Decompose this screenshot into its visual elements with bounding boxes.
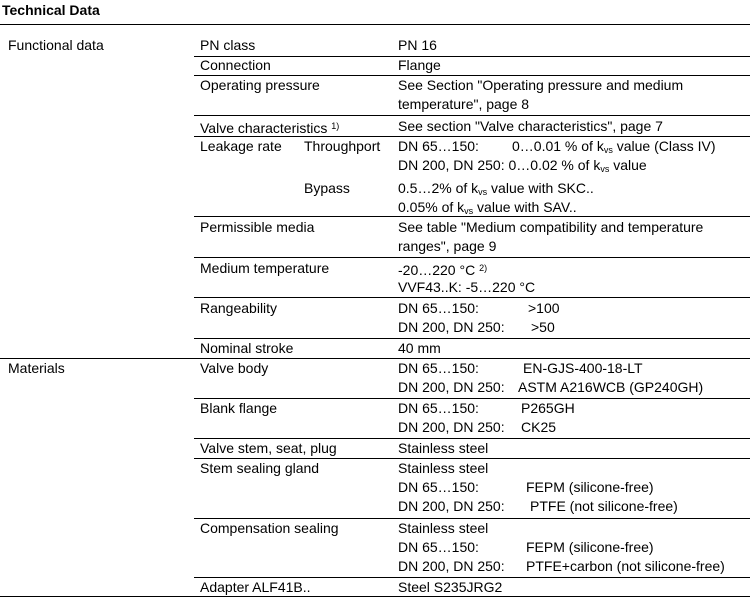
row-divider (194, 297, 750, 298)
value-stem-sealing-gland-dn200-label: DN 200, DN 250: (398, 498, 505, 514)
label-pn-class: PN class (200, 37, 256, 53)
bottom-rule (0, 596, 750, 597)
label-operating-pressure: Operating pressure (200, 77, 320, 93)
value-blank-flange-dn200: CK25 (521, 419, 557, 435)
value-valve-body-dn65-label: DN 65…150: (398, 360, 479, 376)
label-leakage-rate: Leakage rate (200, 138, 282, 154)
value-valve-body-dn200-label: DN 200, DN 250: (398, 379, 505, 395)
value-valve-characteristics: See section "Valve characteristics", page 7 (398, 118, 663, 134)
value-throughport-dn65: 0…0.01 % of $k_{vs}$ value (Class IV) (512, 138, 716, 155)
label-valve-body: Valve body (200, 360, 269, 376)
value-permissible-media-line2: ranges", page 9 (398, 238, 497, 254)
value-medium-temperature-line2: VVF43..K: -5…220 °C (398, 279, 536, 295)
value-compensation-sealing-dn65: FEPM (silicone-free) (526, 539, 654, 555)
label-valve-stem-seat-plug: Valve stem, seat, plug (200, 440, 337, 456)
group-materials: Materials (8, 360, 65, 376)
row-divider (194, 216, 750, 217)
value-rangeability-dn65: >100 (528, 300, 560, 316)
value-medium-temperature-line1: -20…220 °C $^{2)}$ (398, 262, 488, 278)
value-operating-pressure-line1: See Section "Operating pressure and medium (398, 77, 684, 93)
value-blank-flange-dn65-label: DN 65…150: (398, 400, 479, 416)
value-stem-sealing-gland-dn65: FEPM (silicone-free) (526, 479, 654, 495)
value-rangeability-dn200: >50 (531, 319, 555, 335)
label-compensation-sealing: Compensation sealing (200, 520, 339, 536)
footnote-2: 2) (479, 263, 488, 273)
value-compensation-sealing-dn200-label: DN 200, DN 250: (398, 558, 505, 574)
label-permissible-media: Permissible media (200, 219, 315, 235)
label-blank-flange: Blank flange (200, 400, 278, 416)
row-divider (194, 257, 750, 258)
value-pn-class: PN 16 (398, 37, 437, 53)
value-valve-body-dn200: ASTM A216WCB (GP240GH) (518, 379, 704, 395)
label-throughport: Throughport (304, 138, 381, 154)
label-rangeability: Rangeability (200, 300, 278, 316)
label-bypass: Bypass (304, 180, 350, 196)
value-rangeability-dn200-label: DN 200, DN 250: (398, 319, 505, 335)
group-functional-data: Functional data (8, 37, 104, 53)
label-valve-characteristics: Valve characteristics $^{1)}$ (200, 120, 340, 136)
value-blank-flange-dn65: P265GH (521, 400, 575, 416)
value-compensation-sealing-dn65-label: DN 65…150: (398, 539, 479, 555)
value-valve-body-dn65: EN-GJS-400-18-LT (523, 360, 643, 376)
value-compensation-sealing-material: Stainless steel (398, 520, 489, 536)
value-throughport-dn65-label: DN 65…150: (398, 138, 479, 154)
value-stem-sealing-gland-dn200: PTFE (not silicone-free) (530, 498, 678, 514)
value-bypass-skc: 0.5…2% of $k_{vs}$ value with SKC.. (398, 180, 594, 197)
value-blank-flange-dn200-label: DN 200, DN 250: (398, 419, 505, 435)
label-nominal-stroke: Nominal stroke (200, 340, 294, 356)
value-nominal-stroke: 40 mm (398, 340, 441, 356)
footnote-1: 1) (331, 121, 340, 131)
value-permissible-media-line1: See table "Medium compatibility and temperature (398, 219, 704, 235)
value-operating-pressure-line2: temperature", page 8 (398, 96, 530, 112)
label-stem-sealing-gland: Stem sealing gland (200, 460, 320, 476)
value-stem-sealing-gland-material: Stainless steel (398, 460, 489, 476)
value-adapter: Steel S235JRG2 (398, 579, 503, 595)
value-stem-sealing-gland-dn65-label: DN 65…150: (398, 479, 479, 495)
value-connection: Flange (398, 57, 441, 73)
value-compensation-sealing-dn200: PTFE+carbon (not silicone-free) (526, 558, 725, 574)
label-medium-temperature: Medium temperature (200, 260, 330, 276)
label-connection: Connection (200, 57, 271, 73)
value-bypass-sav: 0.05% of $k_{vs}$ value with SAV.. (398, 199, 577, 216)
top-rule (0, 24, 750, 25)
label-adapter: Adapter ALF41B.. (200, 579, 311, 595)
row-divider (194, 115, 750, 116)
row-divider (194, 56, 750, 57)
value-valve-stem-seat-plug: Stainless steel (398, 440, 489, 456)
value-rangeability-dn65-label: DN 65…150: (398, 300, 479, 316)
page-title: Technical Data (2, 2, 100, 18)
value-throughport-dn200: DN 200, DN 250: 0…0.02 % of $k_{vs}$ value (398, 157, 647, 174)
